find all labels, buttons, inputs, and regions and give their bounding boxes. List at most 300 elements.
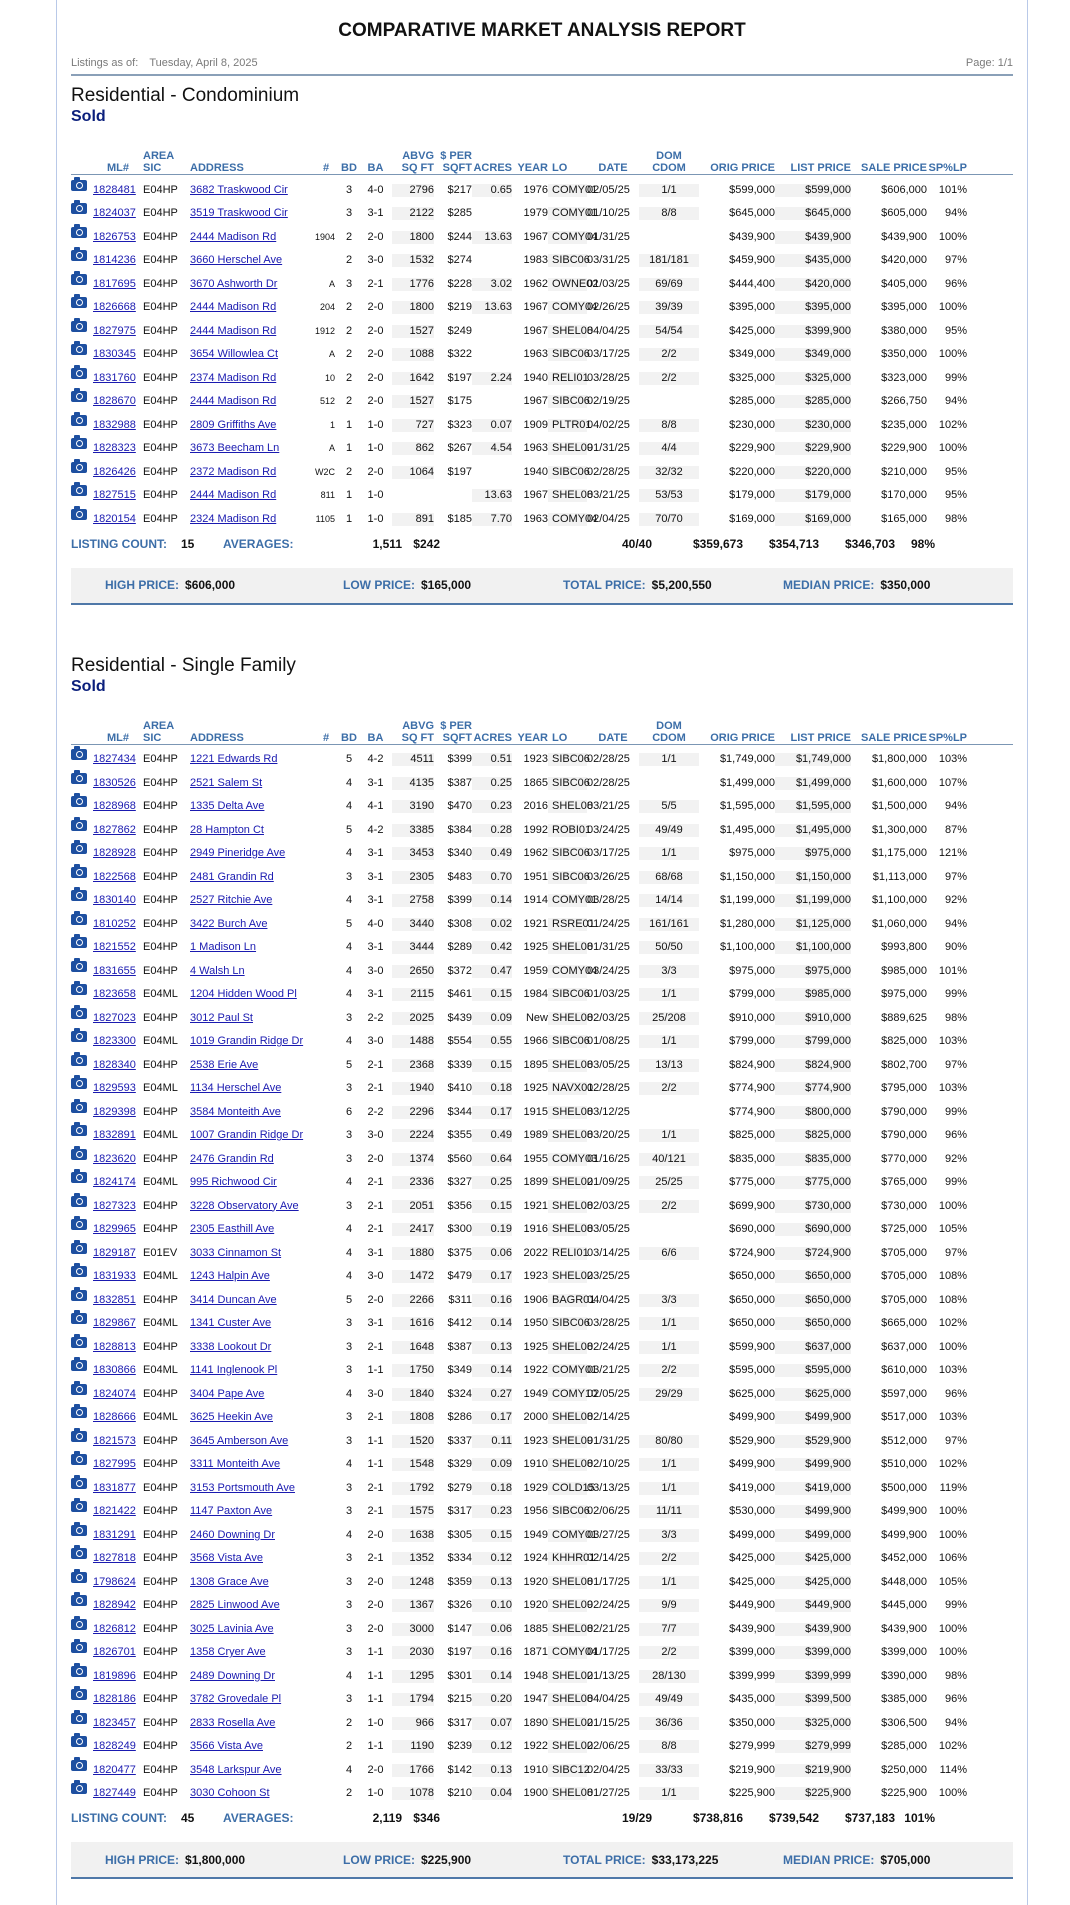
photo-icon-cell[interactable] (71, 1644, 93, 1659)
ml-number-link-text[interactable]: 1827449 (93, 1787, 136, 1799)
photo-icon-cell[interactable] (71, 1268, 93, 1283)
address-link[interactable] (190, 1388, 313, 1401)
camera-icon[interactable] (71, 462, 87, 473)
ml-number-link[interactable] (93, 419, 143, 432)
address-link[interactable] (190, 301, 313, 314)
camera-icon[interactable] (71, 1337, 87, 1348)
ml-number-link-text[interactable]: 1826426 (93, 465, 136, 478)
camera-icon[interactable] (71, 1548, 87, 1559)
photo-icon-cell[interactable] (71, 1550, 93, 1565)
address-link-text[interactable]: 2444 Madison Rd (190, 395, 277, 407)
ml-number-link-text[interactable]: 1828666 (93, 1411, 136, 1423)
address-link[interactable] (190, 1670, 313, 1683)
ml-number-link[interactable] (93, 800, 143, 813)
ml-number-link-text[interactable]: 1832988 (93, 418, 136, 431)
ml-number-link[interactable] (93, 231, 143, 244)
ml-number-link[interactable] (93, 1364, 143, 1377)
address-link-text[interactable]: 2374 Madison Rd (190, 371, 277, 384)
camera-icon[interactable] (71, 180, 87, 191)
address-link-text[interactable]: 3645 Amberson Ave (190, 1434, 289, 1447)
address-link[interactable] (190, 1223, 313, 1236)
ml-number-link-text[interactable]: 1824174 (93, 1176, 136, 1188)
ml-number-link-text[interactable]: 1817695 (93, 277, 136, 290)
address-link[interactable] (190, 1552, 313, 1565)
address-link-text[interactable]: 3153 Portsmouth Ave (190, 1481, 295, 1494)
ml-number-link[interactable] (93, 1223, 143, 1236)
photo-icon-cell[interactable] (71, 276, 93, 291)
address-link-text[interactable]: 3338 Lookout Dr (190, 1340, 272, 1353)
camera-icon[interactable] (71, 297, 87, 308)
camera-icon[interactable] (71, 391, 87, 402)
ml-number-link[interactable] (93, 1740, 143, 1753)
address-link[interactable] (190, 1035, 313, 1048)
ml-number-link[interactable] (93, 1294, 143, 1307)
ml-number-link-text[interactable]: 1831877 (93, 1481, 136, 1494)
address-link-text[interactable]: 1007 Grandin Ridge Dr (190, 1129, 304, 1141)
camera-icon[interactable] (71, 368, 87, 379)
ml-number-link[interactable] (93, 871, 143, 884)
address-link-text[interactable]: 3625 Heekin Ave (190, 1411, 273, 1423)
photo-icon-cell[interactable] (71, 775, 93, 790)
ml-number-link[interactable] (93, 1082, 143, 1095)
camera-icon[interactable] (71, 1736, 87, 1747)
camera-icon[interactable] (71, 509, 87, 520)
camera-icon[interactable] (71, 796, 87, 807)
camera-icon[interactable] (71, 1595, 87, 1606)
photo-icon-cell[interactable] (71, 892, 93, 907)
ml-number-link[interactable] (93, 1670, 143, 1683)
address-link[interactable] (190, 207, 313, 220)
camera-icon[interactable] (71, 1102, 87, 1113)
address-link[interactable] (190, 325, 313, 338)
ml-number-link[interactable] (93, 1106, 143, 1119)
camera-icon[interactable] (71, 1125, 87, 1136)
photo-icon-cell[interactable] (71, 464, 93, 479)
ml-number-link[interactable] (93, 1059, 143, 1072)
camera-icon[interactable] (71, 1713, 87, 1724)
ml-number-link[interactable] (93, 1458, 143, 1471)
ml-number-link[interactable] (93, 395, 143, 408)
photo-icon-cell[interactable] (71, 798, 93, 813)
camera-icon[interactable] (71, 250, 87, 261)
camera-icon[interactable] (71, 1619, 87, 1630)
address-link-text[interactable]: 3670 Ashworth Dr (190, 277, 278, 290)
address-link[interactable] (190, 184, 313, 197)
camera-icon[interactable] (71, 843, 87, 854)
photo-icon-cell[interactable] (71, 393, 93, 408)
address-link[interactable] (190, 1505, 313, 1518)
photo-icon-cell[interactable] (71, 963, 93, 978)
address-link-text[interactable]: 2538 Erie Ave (190, 1058, 259, 1071)
camera-icon[interactable] (71, 344, 87, 355)
photo-icon-cell[interactable] (71, 1597, 93, 1612)
photo-icon-cell[interactable] (71, 1691, 93, 1706)
ml-number-link-text[interactable]: 1823620 (93, 1152, 136, 1165)
address-link[interactable] (190, 1529, 313, 1542)
address-link[interactable] (190, 1106, 313, 1119)
address-link-text[interactable]: 3682 Traskwood Cir (190, 183, 288, 196)
photo-icon-cell[interactable] (71, 1174, 93, 1189)
ml-number-link[interactable] (93, 1411, 143, 1424)
ml-number-link[interactable] (93, 1576, 143, 1589)
address-link[interactable] (190, 1059, 313, 1072)
camera-icon[interactable] (71, 1407, 87, 1418)
ml-number-link[interactable] (93, 988, 143, 1001)
ml-number-link[interactable] (93, 1129, 143, 1142)
ml-number-link-text[interactable]: 1827818 (93, 1552, 136, 1564)
camera-icon[interactable] (71, 961, 87, 972)
address-link[interactable] (190, 1717, 313, 1730)
address-link-text[interactable]: 2809 Griffiths Ave (190, 418, 277, 431)
address-link-text[interactable]: 2305 Easthill Ave (190, 1223, 275, 1235)
photo-icon-cell[interactable] (71, 370, 93, 385)
camera-icon[interactable] (71, 1290, 87, 1301)
ml-number-link[interactable] (93, 894, 143, 907)
ml-number-link-text[interactable]: 1823300 (93, 1035, 136, 1047)
address-link-text[interactable]: 3566 Vista Ave (190, 1740, 263, 1752)
photo-icon-cell[interactable] (71, 1456, 93, 1471)
ml-number-link-text[interactable]: 1823658 (93, 988, 136, 1000)
address-link[interactable] (190, 824, 313, 837)
camera-icon[interactable] (71, 203, 87, 214)
camera-icon[interactable] (71, 227, 87, 238)
ml-number-link-text[interactable]: 1830140 (93, 894, 136, 906)
ml-number-link[interactable] (93, 1623, 143, 1636)
camera-icon[interactable] (71, 1501, 87, 1512)
address-link[interactable] (190, 988, 313, 1001)
photo-icon-cell[interactable] (71, 182, 93, 197)
camera-icon[interactable] (71, 1572, 87, 1583)
camera-icon[interactable] (71, 820, 87, 831)
camera-icon[interactable] (71, 749, 87, 760)
camera-icon[interactable] (71, 321, 87, 332)
photo-icon-cell[interactable] (71, 916, 93, 931)
photo-icon-cell[interactable] (71, 1715, 93, 1730)
ml-number-link-text[interactable]: 1828481 (93, 183, 136, 196)
address-link-text[interactable]: 1308 Grace Ave (190, 1575, 269, 1588)
address-link[interactable] (190, 1599, 313, 1612)
address-link[interactable] (190, 395, 313, 408)
ml-number-link-text[interactable]: 1829867 (93, 1317, 136, 1329)
ml-number-link-text[interactable]: 1819896 (93, 1669, 136, 1682)
ml-number-link-text[interactable]: 1822568 (93, 870, 136, 883)
ml-number-link-text[interactable]: 1831655 (93, 964, 136, 977)
camera-icon[interactable] (71, 1454, 87, 1465)
address-link[interactable] (190, 1411, 313, 1424)
camera-icon[interactable] (71, 1478, 87, 1489)
photo-icon-cell[interactable] (71, 323, 93, 338)
camera-icon[interactable] (71, 1642, 87, 1653)
camera-icon[interactable] (71, 1008, 87, 1019)
photo-icon-cell[interactable] (71, 1668, 93, 1683)
address-link[interactable] (190, 1646, 313, 1659)
camera-icon[interactable] (71, 1783, 87, 1794)
ml-number-link-text[interactable]: 1826812 (93, 1622, 136, 1635)
camera-icon[interactable] (71, 1031, 87, 1042)
ml-number-link-text[interactable]: 1829187 (93, 1246, 136, 1259)
address-link[interactable] (190, 513, 313, 526)
camera-icon[interactable] (71, 415, 87, 426)
photo-icon-cell[interactable] (71, 417, 93, 432)
ml-number-link[interactable] (93, 278, 143, 291)
address-link-text[interactable]: 1141 Inglenook Pl (190, 1364, 278, 1376)
ml-number-link[interactable] (93, 372, 143, 385)
address-link-text[interactable]: 2460 Downing Dr (190, 1528, 275, 1541)
address-link-text[interactable]: 3414 Duncan Ave (190, 1293, 277, 1306)
address-link[interactable] (190, 1176, 313, 1189)
address-link-text[interactable]: 2481 Grandin Rd (190, 870, 274, 883)
ml-number-link-text[interactable]: 1829593 (93, 1082, 136, 1094)
ml-number-link-text[interactable]: 1827862 (93, 823, 136, 836)
ml-number-link[interactable] (93, 184, 143, 197)
photo-icon-cell[interactable] (71, 1080, 93, 1095)
address-link-text[interactable]: 2444 Madison Rd (190, 324, 277, 337)
ml-number-link-text[interactable]: 1832851 (93, 1293, 136, 1306)
address-link[interactable] (190, 1458, 313, 1471)
ml-number-link-text[interactable]: 1827975 (93, 324, 136, 337)
ml-number-link-text[interactable]: 1820477 (93, 1763, 136, 1776)
address-link[interactable] (190, 372, 313, 385)
address-link-text[interactable]: 2476 Grandin Rd (190, 1152, 274, 1165)
photo-icon-cell[interactable] (71, 751, 93, 766)
camera-icon[interactable] (71, 1149, 87, 1160)
camera-icon[interactable] (71, 438, 87, 449)
address-link-text[interactable]: 3228 Observatory Ave (190, 1199, 299, 1212)
ml-number-link[interactable] (93, 489, 143, 502)
ml-number-link-text[interactable]: 1827515 (93, 489, 136, 501)
ml-number-link[interactable] (93, 207, 143, 220)
address-link[interactable] (190, 1623, 313, 1636)
camera-icon[interactable] (71, 1078, 87, 1089)
address-link[interactable] (190, 489, 313, 502)
address-link[interactable] (190, 777, 313, 790)
ml-number-link-text[interactable]: 1828323 (93, 442, 136, 454)
address-link-text[interactable]: 2825 Linwood Ave (190, 1599, 280, 1611)
address-link-text[interactable]: 2949 Pineridge Ave (190, 847, 286, 859)
ml-number-link-text[interactable]: 1827434 (93, 753, 136, 765)
ml-number-link-text[interactable]: 1828249 (93, 1740, 136, 1752)
camera-icon[interactable] (71, 1525, 87, 1536)
address-link-text[interactable]: 2833 Rosella Ave (190, 1716, 276, 1729)
ml-number-link-text[interactable]: 1826701 (93, 1646, 136, 1658)
photo-icon-cell[interactable] (71, 822, 93, 837)
ml-number-link[interactable] (93, 466, 143, 479)
ml-number-link[interactable] (93, 1646, 143, 1659)
photo-icon-cell[interactable] (71, 1503, 93, 1518)
ml-number-link-text[interactable]: 1827323 (93, 1199, 136, 1212)
ml-number-link-text[interactable]: 1828968 (93, 800, 136, 812)
ml-number-link[interactable] (93, 1153, 143, 1166)
ml-number-link-text[interactable]: 1832891 (93, 1129, 136, 1141)
photo-icon-cell[interactable] (71, 869, 93, 884)
address-link-text[interactable]: 3673 Beecham Ln (190, 442, 280, 454)
address-link[interactable] (190, 1764, 313, 1777)
ml-number-link[interactable] (93, 513, 143, 526)
ml-number-link[interactable] (93, 325, 143, 338)
address-link-text[interactable]: 1243 Halpin Ave (190, 1270, 270, 1282)
address-link[interactable] (190, 1341, 313, 1354)
address-link-text[interactable]: 2527 Ritchie Ave (190, 894, 273, 906)
camera-icon[interactable] (71, 984, 87, 995)
camera-icon[interactable] (71, 1266, 87, 1277)
ml-number-link-text[interactable]: 1828670 (93, 395, 136, 407)
address-link[interactable] (190, 894, 313, 907)
address-link-text[interactable]: 3404 Pape Ave (190, 1387, 265, 1400)
address-link[interactable] (190, 442, 313, 455)
photo-icon-cell[interactable] (71, 1339, 93, 1354)
address-link-text[interactable]: 1134 Herschel Ave (190, 1082, 282, 1094)
ml-number-link-text[interactable]: 1831933 (93, 1270, 136, 1282)
address-link-text[interactable]: 3548 Larkspur Ave (190, 1763, 282, 1776)
photo-icon-cell[interactable] (71, 1762, 93, 1777)
photo-icon-cell[interactable] (71, 1151, 93, 1166)
ml-number-link[interactable] (93, 1388, 143, 1401)
camera-icon[interactable] (71, 1384, 87, 1395)
photo-icon-cell[interactable] (71, 1221, 93, 1236)
ml-number-link[interactable] (93, 777, 143, 790)
ml-number-link-text[interactable]: 1830866 (93, 1364, 136, 1376)
photo-icon-cell[interactable] (71, 1738, 93, 1753)
photo-icon-cell[interactable] (71, 1621, 93, 1636)
address-link[interactable] (190, 918, 313, 931)
camera-icon[interactable] (71, 1313, 87, 1324)
photo-icon-cell[interactable] (71, 1010, 93, 1025)
camera-icon[interactable] (71, 1760, 87, 1771)
address-link[interactable] (190, 1435, 313, 1448)
ml-number-link-text[interactable]: 1830526 (93, 776, 136, 789)
address-link-text[interactable]: 3782 Grovedale Pl (190, 1693, 282, 1705)
camera-icon[interactable] (71, 1243, 87, 1254)
camera-icon[interactable] (71, 937, 87, 948)
camera-icon[interactable] (71, 1196, 87, 1207)
address-link[interactable] (190, 1576, 313, 1589)
ml-number-link[interactable] (93, 1317, 143, 1330)
address-link-text[interactable]: 1341 Custer Ave (190, 1317, 272, 1329)
camera-icon[interactable] (71, 1172, 87, 1183)
address-link[interactable] (190, 941, 313, 954)
address-link-text[interactable]: 3422 Burch Ave (190, 917, 268, 930)
ml-number-link[interactable] (93, 1717, 143, 1730)
ml-number-link-text[interactable]: 1810252 (93, 917, 136, 930)
camera-icon[interactable] (71, 1219, 87, 1230)
photo-icon-cell[interactable] (71, 1198, 93, 1213)
camera-icon[interactable] (71, 274, 87, 285)
ml-number-link[interactable] (93, 1270, 143, 1283)
ml-number-link[interactable] (93, 1341, 143, 1354)
ml-number-link[interactable] (93, 1552, 143, 1565)
ml-number-link[interactable] (93, 1599, 143, 1612)
address-link[interactable] (190, 800, 313, 813)
ml-number-link[interactable] (93, 1529, 143, 1542)
ml-number-link[interactable] (93, 442, 143, 455)
ml-number-link-text[interactable]: 1828942 (93, 1599, 136, 1611)
address-link[interactable] (190, 1153, 313, 1166)
address-link-text[interactable]: 3012 Paul St (190, 1011, 253, 1024)
camera-icon[interactable] (71, 1689, 87, 1700)
camera-icon[interactable] (71, 1360, 87, 1371)
address-link-text[interactable]: 2372 Madison Rd (190, 465, 277, 478)
photo-icon-cell[interactable] (71, 1527, 93, 1542)
ml-number-link-text[interactable]: 1831760 (93, 371, 136, 384)
ml-number-link[interactable] (93, 1035, 143, 1048)
address-link-text[interactable]: 1 Madison Ln (190, 941, 257, 953)
camera-icon[interactable] (71, 485, 87, 496)
address-link-text[interactable]: 995 Richwood Cir (190, 1176, 277, 1188)
address-link[interactable] (190, 419, 313, 432)
ml-number-link[interactable] (93, 965, 143, 978)
photo-icon-cell[interactable] (71, 1785, 93, 1800)
address-link-text[interactable]: 1358 Cryer Ave (190, 1646, 266, 1658)
address-link-text[interactable]: 3311 Monteith Ave (190, 1458, 281, 1470)
address-link-text[interactable]: 3519 Traskwood Cir (190, 207, 288, 219)
ml-number-link[interactable] (93, 1787, 143, 1800)
address-link[interactable] (190, 254, 313, 267)
address-link-text[interactable]: 2324 Madison Rd (190, 512, 277, 525)
address-link-text[interactable]: 1335 Delta Ave (190, 800, 265, 812)
ml-number-link-text[interactable]: 1798624 (93, 1575, 136, 1588)
ml-number-link[interactable] (93, 824, 143, 837)
ml-number-link[interactable] (93, 941, 143, 954)
ml-number-link[interactable] (93, 1435, 143, 1448)
ml-number-link-text[interactable]: 1829965 (93, 1223, 136, 1235)
ml-number-link-text[interactable]: 1826668 (93, 301, 136, 313)
ml-number-link-text[interactable]: 1828186 (93, 1693, 136, 1705)
ml-number-link-text[interactable]: 1828928 (93, 847, 136, 859)
address-link[interactable] (190, 1693, 313, 1706)
address-link[interactable] (190, 1012, 313, 1025)
ml-number-link-text[interactable]: 1824074 (93, 1387, 136, 1400)
photo-icon-cell[interactable] (71, 1315, 93, 1330)
address-link-text[interactable]: 3654 Willowlea Ct (190, 348, 279, 360)
ml-number-link[interactable] (93, 1505, 143, 1518)
photo-icon-cell[interactable] (71, 1386, 93, 1401)
address-link[interactable] (190, 965, 313, 978)
photo-icon-cell[interactable] (71, 1409, 93, 1424)
ml-number-link[interactable] (93, 1482, 143, 1495)
ml-number-link-text[interactable]: 1828813 (93, 1340, 136, 1353)
camera-icon[interactable] (71, 773, 87, 784)
camera-icon[interactable] (71, 1431, 87, 1442)
ml-number-link[interactable] (93, 1012, 143, 1025)
address-link-text[interactable]: 3660 Herschel Ave (190, 254, 283, 266)
photo-icon-cell[interactable] (71, 487, 93, 502)
ml-number-link-text[interactable]: 1826753 (93, 230, 136, 243)
photo-icon-cell[interactable] (71, 1433, 93, 1448)
photo-icon-cell[interactable] (71, 511, 93, 526)
photo-icon-cell[interactable] (71, 229, 93, 244)
photo-icon-cell[interactable] (71, 1292, 93, 1307)
photo-icon-cell[interactable] (71, 346, 93, 361)
photo-icon-cell[interactable] (71, 1127, 93, 1142)
address-link[interactable] (190, 1294, 313, 1307)
address-link-text[interactable]: 3568 Vista Ave (190, 1552, 263, 1564)
ml-number-link-text[interactable]: 1814236 (93, 254, 136, 266)
ml-number-link-text[interactable]: 1829398 (93, 1105, 136, 1118)
ml-number-link-text[interactable]: 1828340 (93, 1058, 136, 1071)
ml-number-link-text[interactable]: 1820154 (93, 512, 136, 525)
ml-number-link[interactable] (93, 847, 143, 860)
address-link[interactable] (190, 1740, 313, 1753)
ml-number-link-text[interactable]: 1821573 (93, 1434, 136, 1447)
ml-number-link-text[interactable]: 1827995 (93, 1458, 136, 1470)
photo-icon-cell[interactable] (71, 986, 93, 1001)
ml-number-link[interactable] (93, 1764, 143, 1777)
address-link[interactable] (190, 348, 313, 361)
address-link[interactable] (190, 1317, 313, 1330)
address-link-text[interactable]: 3025 Lavinia Ave (190, 1622, 274, 1635)
ml-number-link-text[interactable]: 1823457 (93, 1716, 136, 1729)
ml-number-link-text[interactable]: 1827023 (93, 1011, 136, 1024)
